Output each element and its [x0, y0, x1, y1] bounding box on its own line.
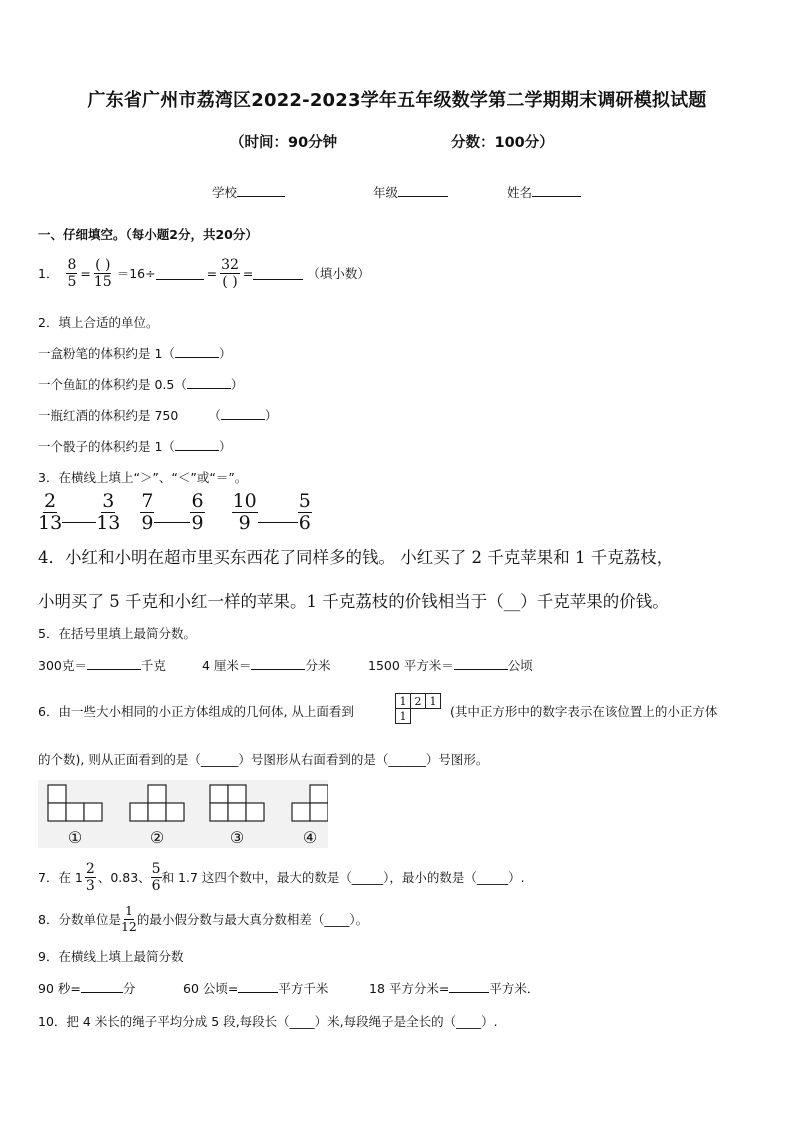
q6-grid-cell: 2: [411, 694, 426, 709]
q9-item-a: [38, 979, 135, 997]
view-option-1-label: ①: [67, 828, 83, 847]
q1-fa-denominator: 5: [67, 273, 77, 290]
q3-blank-3[interactable]: [258, 522, 298, 523]
q6-view-options: [38, 780, 328, 848]
view-option-1-shape: [48, 785, 102, 821]
q7-mid: 、0.83、: [97, 870, 151, 885]
q3-p1-right-num: 3: [102, 490, 115, 512]
q5-title: 5．在括号里填上最简分数。: [38, 626, 196, 641]
q6-grid-cell: 1: [426, 694, 441, 709]
question-10: 10．把 4 米长的绳子平均分成 5 段,每段长（____）米,每段绳子是全长的（____）.: [38, 1014, 498, 1029]
q6-top-view-grid: [395, 693, 441, 724]
q3-p3-right: [298, 492, 312, 533]
q3-p3-left: [232, 492, 258, 533]
q6-line-2: 的个数), 则从正面看到的是（______）号图形从右面看到的是（______）号图形。: [38, 752, 489, 767]
q5-item-a: [38, 656, 166, 674]
q1-fraction-c[interactable]: [220, 258, 240, 289]
q3-p2-left: [140, 492, 154, 533]
q7-mixed-num: 2: [85, 860, 95, 877]
q8-fraction: [121, 905, 137, 933]
q2-item-4-text: 一个骰子的体积约是 1（: [38, 439, 175, 454]
q1-fraction-a: [66, 258, 77, 289]
q2-close-3: ）: [264, 408, 278, 423]
q7-frac-num: 5: [151, 860, 161, 877]
q6-grid-cell: 1: [396, 694, 411, 709]
view-option-3-label: ③: [229, 828, 245, 847]
q5-b-text: 4 厘米＝: [202, 658, 252, 673]
q6-grid-table: [395, 693, 441, 724]
q2-close-4: ）: [218, 439, 232, 454]
q3-comparisons: [38, 492, 312, 533]
q6-lead: 6．由一些大小相同的小正方体组成的几何体, 从上面看到: [38, 704, 354, 719]
q7-frac-den: 6: [151, 877, 161, 894]
q3-blank-2[interactable]: [154, 522, 190, 523]
q3-p3-left-num: 10: [232, 490, 257, 512]
q3-p1-left: [38, 492, 62, 533]
grade-blank[interactable]: [398, 184, 448, 197]
school-field[interactable]: [212, 183, 285, 201]
q2-title: 2．填上合适的单位。: [38, 315, 159, 330]
q5-blank-b[interactable]: [251, 657, 305, 670]
q8-lead: 8．分数单位是: [38, 912, 121, 927]
q9-c-text: 18 平方分米=: [369, 981, 450, 996]
q9-blank-b[interactable]: [238, 980, 278, 993]
q9-item-c: [369, 979, 539, 997]
q7-mixed-den: 3: [85, 877, 95, 894]
q3-p1-right: [96, 492, 120, 533]
q1-equals-2: =: [206, 265, 218, 281]
q1-fraction-b[interactable]: [94, 258, 112, 289]
name-blank[interactable]: [532, 184, 581, 197]
q7-fraction: [151, 862, 162, 893]
q3-p2-left-den: 9: [141, 512, 154, 534]
q9-b-unit: 平方千米: [278, 981, 329, 996]
q2-blank-4[interactable]: [175, 438, 219, 451]
q6-views-svg: [38, 780, 328, 848]
view-option-4-label: ④: [302, 828, 318, 847]
view-option-2-shape: [130, 785, 184, 821]
exam-time: （时间：90分钟: [230, 135, 338, 151]
q9-a-unit: 分: [122, 981, 136, 996]
q1-number: 1．: [38, 266, 59, 281]
q8-tail: 的最小假分数与最大真分数相差（____）。: [136, 912, 369, 927]
q9-item-b: [183, 979, 328, 997]
q9-blank-c[interactable]: [449, 980, 489, 993]
q3-p2-right-den: 9: [191, 512, 204, 534]
q2-item-1: [38, 344, 231, 362]
q1-division: ＝16÷: [116, 266, 156, 281]
question-7: [38, 857, 525, 897]
q4-line-1: 4．小红和小明在超市里买东西花了同样多的钱。 小红买了 2 千克苹果和 1 千克荔枝，: [38, 548, 674, 567]
q7-lead: 7．在 1: [38, 870, 83, 885]
q3-p1-left-den: 13: [38, 512, 63, 534]
grade-label: 年级: [373, 185, 399, 200]
grade-field[interactable]: [373, 183, 448, 201]
q1-note: （填小数）: [307, 266, 370, 281]
q3-p2-right: [190, 492, 204, 533]
q7-tail: 和 1.7 这四个数中，最大的数是（_____），最小的数是（_____）.: [161, 870, 525, 885]
q2-close-2: ）: [230, 377, 244, 392]
q2-item-1-text: 一盒粉笔的体积约是 1（: [38, 346, 175, 361]
q6-grid-cell: 1: [396, 709, 411, 724]
q5-b-unit: 分米: [305, 658, 331, 673]
view-option-3-shape: [210, 785, 264, 821]
q2-blank-1[interactable]: [175, 345, 219, 358]
q1-fc-denominator[interactable]: ( ): [222, 273, 238, 290]
view-option-2-label: ②: [149, 828, 165, 847]
school-label: 学校: [212, 185, 238, 200]
name-label: 姓名: [507, 185, 533, 200]
q9-c-unit: 平方米．: [489, 981, 540, 996]
q5-a-text: 300克＝: [38, 658, 87, 673]
q1-blank-1[interactable]: [156, 267, 204, 280]
q4-line-2: 小明买了 5 千克和小红一样的苹果。1 千克荔枝的价钱相当于（__）千克苹果的价钱。: [38, 592, 669, 611]
q7-mixed-fraction: [85, 862, 96, 893]
q3-p3-right-den: 6: [298, 512, 311, 534]
q1-fa-numerator: 8: [67, 256, 77, 273]
q6-tail: (其中正方形中的数字表示在该位置上的小正方体: [450, 704, 718, 719]
question-8: [38, 902, 368, 936]
q2-item-3: [38, 406, 277, 424]
q2-item-4: [38, 437, 231, 455]
q1-blank-2[interactable]: [253, 267, 303, 280]
q2-close-1: ）: [218, 346, 232, 361]
view-option-4-shape: [292, 785, 328, 821]
q2-open-3: （: [208, 408, 221, 423]
q3-p2-left-num: 7: [141, 490, 154, 512]
q1-fb-numerator[interactable]: ( ): [95, 256, 111, 273]
q3-p3-left-den: 9: [238, 512, 251, 534]
q2-blank-3[interactable]: [221, 407, 265, 420]
q5-c-text: 1500 平方米＝: [368, 658, 454, 673]
q5-c-unit: 公顷: [507, 658, 533, 673]
q1-equals-3: =: [242, 265, 254, 281]
q1-fb-denominator: 15: [93, 273, 112, 290]
q5-blank-a[interactable]: [87, 657, 141, 670]
q3-p1-left-num: 2: [44, 490, 57, 512]
q3-blank-1[interactable]: [62, 522, 96, 523]
q5-item-c: [368, 656, 533, 674]
exam-score: 分数：100分）: [451, 135, 554, 151]
q3-p1-right-den: 13: [96, 512, 121, 534]
q1-fc-numerator: 32: [221, 256, 239, 273]
q3-p2-right-num: 6: [191, 490, 204, 512]
q9-title: 9．在横线上填上最简分数: [38, 949, 184, 964]
q8-frac-num: 1: [124, 903, 133, 918]
q3-p3-right-num: 5: [298, 490, 311, 512]
q1-equals-1: =: [80, 265, 91, 281]
q8-frac-den: 12: [120, 918, 137, 934]
q5-item-b: [202, 656, 330, 674]
q2-item-2-text: 一个鱼缸的体积约是 0.5（: [38, 377, 187, 392]
question-1: [38, 253, 370, 293]
q9-blank-a[interactable]: [81, 980, 123, 993]
q9-b-text: 60 公顷=: [183, 981, 239, 996]
name-field[interactable]: [507, 183, 581, 201]
q2-item-2: [38, 375, 243, 393]
section-heading: 一、仔细填空。（每小题2分，共20分）: [38, 227, 258, 242]
q9-a-text: 90 秒=: [38, 981, 81, 996]
school-blank[interactable]: [237, 184, 285, 197]
q3-title: 3．在横线上填上“＞”、“＜”或“＝”。: [38, 470, 248, 485]
q5-a-unit: 千克: [140, 658, 166, 673]
q2-blank-2[interactable]: [187, 376, 231, 389]
page-title: 广东省广州市荔湾区2022-2023学年五年级数学第二学期期末调研模拟试题: [87, 90, 707, 111]
q5-blank-c[interactable]: [454, 657, 508, 670]
q2-item-3-text: 一瓶红酒的体积约是 750: [38, 408, 179, 423]
